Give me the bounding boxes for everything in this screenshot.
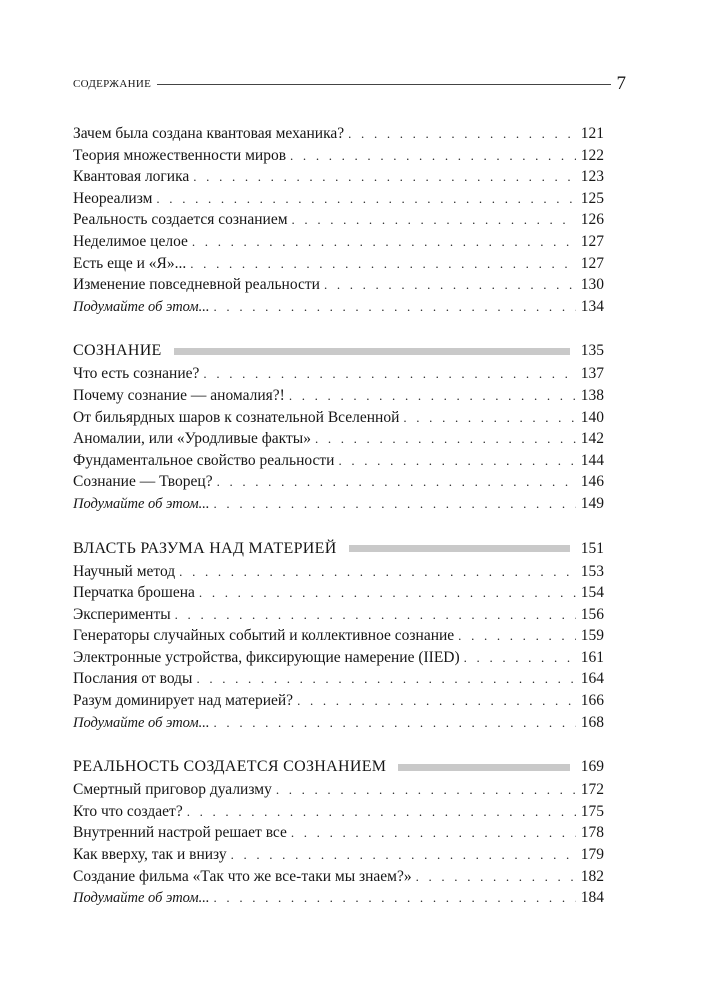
dot-leader bbox=[214, 712, 576, 734]
toc-entry[interactable] bbox=[73, 253, 604, 275]
dot-leader bbox=[192, 231, 576, 253]
toc-entry-page-number: 122 bbox=[580, 146, 604, 164]
chapter-heading[interactable] bbox=[73, 755, 604, 779]
dot-leader bbox=[276, 779, 576, 801]
toc-entry-title: Неделимое целое bbox=[73, 232, 188, 250]
toc-entry-title: Послания от воды bbox=[73, 670, 193, 688]
toc-entry[interactable] bbox=[73, 779, 604, 801]
toc-entry-page-number: 127 bbox=[580, 232, 604, 250]
toc-entry-title: Смертный приговор дуализму bbox=[73, 781, 272, 799]
toc-entry-title: Перчатка брошена bbox=[73, 584, 195, 602]
dot-leader bbox=[324, 274, 576, 296]
toc-entry-page-number: 178 bbox=[580, 824, 604, 842]
toc-entry-page-number: 130 bbox=[580, 276, 604, 294]
toc-entry-page-number: 142 bbox=[580, 430, 604, 448]
toc-entry-title: Создание фильма «Так что же все-таки мы знаем?» bbox=[73, 867, 412, 885]
dot-leader bbox=[416, 866, 576, 888]
dot-leader bbox=[156, 188, 576, 210]
toc-entry[interactable] bbox=[73, 188, 604, 210]
toc-entry-title: Реальность создается сознанием bbox=[73, 211, 288, 229]
toc-entry-page-number: 123 bbox=[580, 168, 604, 186]
toc-entry-page-number: 126 bbox=[580, 211, 604, 229]
toc-entry-title: Подумайте об этом... bbox=[73, 495, 210, 512]
toc-entry[interactable] bbox=[73, 625, 604, 647]
chapter-page-number: 169 bbox=[580, 758, 604, 776]
toc-entry-page-number: 125 bbox=[580, 189, 604, 207]
toc-entry-title: Есть еще и «Я»... bbox=[73, 254, 187, 272]
chapter-page-number: 135 bbox=[580, 342, 604, 360]
toc-entry-page-number: 175 bbox=[580, 802, 604, 820]
toc-entry-title: Неореализм bbox=[73, 189, 153, 207]
toc-section bbox=[73, 755, 604, 909]
toc-entry-title: Фундаментальное свойство реальности bbox=[73, 451, 335, 469]
running-head bbox=[73, 73, 626, 94]
toc-entry-page-number: 146 bbox=[580, 473, 604, 491]
toc-entry[interactable] bbox=[73, 385, 604, 407]
toc-entry-page-number: 179 bbox=[580, 846, 604, 864]
toc-entry-title: Теория множественности миров bbox=[73, 146, 287, 164]
toc-entry-page-number: 134 bbox=[580, 297, 604, 315]
toc-entry-title: Что есть сознание? bbox=[73, 365, 200, 383]
toc-entry[interactable] bbox=[73, 450, 604, 472]
toc-entry[interactable] bbox=[73, 604, 604, 626]
toc-entry-page-number: 140 bbox=[580, 408, 604, 426]
dot-leader bbox=[458, 625, 576, 647]
chapter-bar bbox=[349, 545, 570, 552]
toc-entry-page-number: 168 bbox=[580, 713, 604, 731]
dot-leader bbox=[179, 561, 576, 583]
dot-leader bbox=[290, 145, 576, 167]
toc-entry[interactable] bbox=[73, 145, 604, 167]
dot-leader bbox=[464, 647, 576, 669]
toc-entry[interactable] bbox=[73, 801, 604, 823]
toc-entry-page-number: 164 bbox=[580, 670, 604, 688]
toc-entry-page-number: 159 bbox=[580, 627, 604, 645]
dot-leader bbox=[196, 668, 576, 690]
toc-entry[interactable] bbox=[73, 493, 604, 515]
dot-leader bbox=[292, 209, 576, 231]
chapter-title: ВЛАСТЬ РАЗУМА НАД МАТЕРИЕЙ bbox=[73, 539, 337, 557]
dot-leader bbox=[297, 690, 576, 712]
toc-entry-title: Аномалии, или «Уродливые факты» bbox=[73, 430, 311, 448]
toc-entry-title: Внутренний настрой решает все bbox=[73, 824, 287, 842]
toc-entry[interactable] bbox=[73, 668, 604, 690]
toc-section bbox=[73, 339, 604, 514]
dot-leader bbox=[315, 428, 576, 450]
toc-entry-page-number: 182 bbox=[580, 867, 604, 885]
table-of-contents bbox=[73, 123, 604, 909]
chapter-bar bbox=[398, 764, 570, 771]
dot-leader bbox=[217, 471, 576, 493]
header-rule bbox=[157, 84, 610, 85]
toc-section bbox=[73, 123, 604, 317]
dot-leader bbox=[190, 253, 576, 275]
dot-leader bbox=[214, 493, 576, 515]
chapter-title: РЕАЛЬНОСТЬ СОЗДАЕТСЯ СОЗНАНИЕМ bbox=[73, 758, 387, 776]
chapter-heading[interactable] bbox=[73, 339, 604, 363]
toc-entry-title: Как вверху, так и внизу bbox=[73, 846, 227, 864]
dot-leader bbox=[214, 296, 576, 318]
toc-entry-page-number: 127 bbox=[580, 254, 604, 272]
dot-leader bbox=[403, 407, 576, 429]
toc-entry-title: Почему сознание — аномалия?! bbox=[73, 386, 285, 404]
toc-entry-page-number: 172 bbox=[580, 781, 604, 799]
toc-entry[interactable] bbox=[73, 209, 604, 231]
toc-entry-page-number: 153 bbox=[580, 562, 604, 580]
dot-leader bbox=[338, 450, 576, 472]
toc-entry[interactable] bbox=[73, 407, 604, 429]
chapter-heading[interactable] bbox=[73, 537, 604, 561]
dot-leader bbox=[187, 801, 576, 823]
toc-entry-page-number: 121 bbox=[580, 125, 604, 142]
toc-entry-title: Научный метод bbox=[73, 562, 176, 580]
dot-leader bbox=[175, 604, 576, 626]
chapter-page-number: 151 bbox=[580, 539, 604, 557]
toc-entry-title: Зачем была создана квантовая механика? bbox=[73, 125, 345, 142]
book-page bbox=[73, 0, 626, 1000]
toc-entry-page-number: 184 bbox=[580, 889, 604, 907]
toc-entry[interactable] bbox=[73, 363, 604, 385]
toc-entry-page-number: 166 bbox=[580, 692, 604, 710]
toc-entry-title: От бильярдных шаров к сознательной Вселенной bbox=[73, 408, 400, 426]
toc-entry[interactable] bbox=[73, 296, 604, 318]
toc-entry-title: Подумайте об этом... bbox=[73, 298, 210, 315]
toc-entry[interactable] bbox=[73, 647, 604, 669]
toc-entry-page-number: 156 bbox=[580, 605, 604, 623]
toc-entry[interactable] bbox=[73, 123, 604, 145]
toc-entry-page-number: 144 bbox=[580, 451, 604, 469]
toc-entry-title: Электронные устройства, фиксирующие намерение (IIED) bbox=[73, 648, 460, 666]
running-title: СОДЕРЖАНИЕ bbox=[73, 78, 152, 90]
toc-entry[interactable] bbox=[73, 231, 604, 253]
toc-entry[interactable] bbox=[73, 582, 604, 604]
toc-entry-title: Кто что создает? bbox=[73, 802, 183, 820]
toc-entry[interactable] bbox=[73, 561, 604, 583]
toc-entry-title: Подумайте об этом... bbox=[73, 714, 210, 731]
toc-entry[interactable] bbox=[73, 866, 604, 888]
toc-entry[interactable] bbox=[73, 428, 604, 450]
toc-entry[interactable] bbox=[73, 166, 604, 188]
toc-entry-page-number: 161 bbox=[580, 648, 604, 666]
toc-entry-title: Эксперименты bbox=[73, 605, 171, 623]
toc-entry-title: Подумайте об этом... bbox=[73, 890, 210, 907]
dot-leader bbox=[231, 844, 576, 866]
toc-entry-page-number: 138 bbox=[580, 386, 604, 404]
chapter-title: СОЗНАНИЕ bbox=[73, 342, 162, 360]
toc-entry-title: Разум доминирует над материей? bbox=[73, 692, 294, 710]
dot-leader bbox=[291, 822, 576, 844]
dot-leader bbox=[203, 363, 576, 385]
toc-entry-title: Сознание — Творец? bbox=[73, 473, 213, 491]
toc-entry[interactable] bbox=[73, 690, 604, 712]
toc-entry[interactable] bbox=[73, 274, 604, 296]
toc-entry-title: Изменение повседневной реальности bbox=[73, 276, 320, 294]
toc-entry[interactable] bbox=[73, 471, 604, 493]
toc-entry-page-number: 149 bbox=[580, 494, 604, 512]
toc-entry[interactable] bbox=[73, 822, 604, 844]
toc-entry-page-number: 154 bbox=[580, 584, 604, 602]
toc-entry[interactable] bbox=[73, 712, 604, 734]
dot-leader bbox=[214, 887, 576, 909]
toc-entry-title: Генераторы случайных событий и коллективное сознание bbox=[73, 627, 455, 645]
toc-entry-page-number: 137 bbox=[580, 365, 604, 383]
dot-leader bbox=[348, 123, 576, 145]
toc-entry[interactable] bbox=[73, 844, 604, 866]
chapter-bar bbox=[174, 348, 570, 355]
dot-leader bbox=[289, 385, 576, 407]
page-number: 7 bbox=[616, 73, 626, 94]
toc-section bbox=[73, 537, 604, 734]
toc-entry[interactable] bbox=[73, 887, 604, 909]
dot-leader bbox=[199, 582, 576, 604]
toc-entry-title: Квантовая логика bbox=[73, 168, 190, 186]
dot-leader bbox=[193, 166, 576, 188]
